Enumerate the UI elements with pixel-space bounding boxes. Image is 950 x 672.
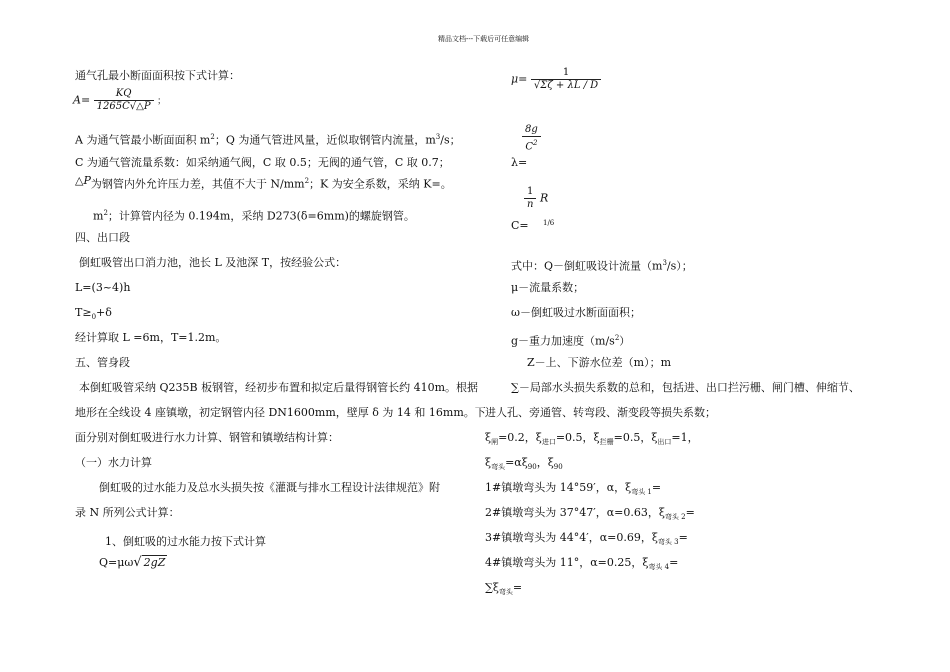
text-line (485, 556, 678, 574)
text-seg: =0.5，ξ (555, 431, 600, 444)
text-sub: 弯头 (498, 588, 513, 597)
text-line: 1、倒虹吸的过水能力按下式计算 (105, 535, 266, 548)
text-seg: 式中：Q－倒虹吸设计流量（m (511, 259, 663, 273)
text-seg: 4#镇墩弯头为 11°，α=0.25，ξ (485, 556, 649, 569)
exponent: 1/6 (543, 219, 555, 227)
text-line (485, 431, 699, 449)
text-line (485, 506, 695, 524)
formula-fraction (524, 186, 536, 211)
text-seg: = (678, 531, 688, 544)
formula-fraction (531, 67, 601, 92)
text-line: λ= (511, 156, 528, 169)
formula-numerator: 8g (522, 124, 541, 137)
text-line (485, 456, 563, 474)
formula-numerator: 1 (531, 67, 601, 80)
text-sub: 90 (553, 463, 563, 472)
text-seg: +δ (96, 306, 112, 319)
formula-q: Q=μω√ 2gZ (99, 555, 166, 570)
text-seg: = (651, 481, 662, 494)
text-sub: 弯头 3 (657, 538, 679, 547)
den-root: △P (136, 101, 151, 112)
text-seg: /s）； (666, 259, 693, 273)
text-seg: ；Q 为通气管进风量，近似取钢管内流量，m (214, 133, 436, 147)
text-line: 地形在全线设 4 座镇墩，初定钢管内径 DN1600mm，壁厚 δ 为 14 和 16mm。下 (75, 406, 486, 419)
text-seg: =1， (671, 431, 699, 444)
text-seg: 3#镇墩弯头为 44°4′，α=0.69，ξ (485, 531, 658, 544)
formula-root: 2gZ (143, 556, 166, 569)
text-sup: 3 (662, 259, 667, 267)
text-sub: 弯头 (491, 463, 506, 472)
text-line: μ－流量系数； (511, 281, 585, 294)
delta-p-symbol: △P (75, 173, 91, 187)
formula-area (73, 88, 166, 113)
formula-denominator: √Σζ + λL / D (533, 80, 599, 91)
formula-denominator: 1265C√△P (96, 101, 151, 112)
text-sub: 出口 (657, 438, 672, 447)
text-seg: =0.5，ξ (613, 431, 658, 444)
formula-tail: ； (157, 96, 167, 107)
text-seg: ξ (485, 456, 492, 469)
text-line (485, 531, 688, 549)
text-line (511, 331, 630, 349)
text-seg: =αξ (505, 456, 528, 469)
den-part: C (525, 141, 533, 153)
text-line: C 为通气管流量系数：如采纳通气阀，C 取 0.5；无阀的通气管，C 取 0.7； (75, 156, 450, 169)
den-part: 1265C (96, 101, 130, 112)
text-sup: 2 (304, 177, 310, 185)
formula-mu (511, 67, 601, 92)
formula-lhs: A= (73, 93, 91, 107)
text-sup: 2 (210, 133, 215, 141)
text-seg: 2#镇墩弯头为 37°47′，α=0.63，ξ (485, 506, 665, 519)
text-seg: T≥ (75, 306, 92, 319)
text-line: 倒虹吸的过水能力及总水头损失按《灌溉与排水工程设计法律规范》附 (99, 481, 440, 494)
text-line (75, 306, 112, 324)
text-seg: ） (619, 334, 631, 348)
text-sub: 0 (91, 313, 97, 322)
text-seg: A 为通气管最小断面面积 m (75, 133, 211, 147)
text-seg: 1#镇墩弯头为 14°59′，α，ξ (485, 481, 632, 494)
text-seg: g－重力加速度（m/s (511, 334, 615, 348)
text-seg: ξ (485, 431, 492, 444)
text-sub: 弯头 4 (648, 563, 670, 572)
text-line: Z－上、下游水位差（m）；m (527, 356, 672, 369)
text-line: 面分别对倒虹吸进行水力计算、钢管和镇墩结构计算： (75, 431, 339, 444)
text-seg: ；计算管内径为 0.194m，采纳 D273(δ=6mm)的螺旋钢管。 (107, 209, 415, 223)
formula-r: R (539, 191, 549, 205)
formula-fraction (94, 88, 154, 113)
text-seg: ∑ξ (485, 581, 499, 594)
page-header: 精品文档---下载后可任意编辑 (438, 35, 530, 43)
formula-numerator: 1 (524, 186, 536, 199)
text-seg: ，ξ (536, 456, 554, 469)
text-seg: ；K 为安全系数，采纳 K=。 (309, 177, 452, 191)
formula-c-frac (524, 186, 548, 211)
text-line: L=(3~4)h (75, 281, 131, 294)
text-seg: /s； (440, 133, 461, 147)
text-line (485, 481, 661, 499)
formula-numerator: KQ (94, 88, 154, 101)
text-sub: 拦栅 (599, 438, 614, 447)
text-line: 经计算取 L =6m，T=1.2m。 (75, 331, 227, 344)
text-seg: = (685, 506, 695, 519)
text-seg: = (669, 556, 679, 569)
den-root: Σζ + λL / D (540, 80, 599, 91)
den-sup: 2 (532, 139, 538, 147)
formula-lhs: μ= (511, 72, 528, 86)
section-heading: （一）水力计算 (75, 456, 152, 469)
text-line (485, 581, 522, 599)
text-seg: m (93, 209, 104, 223)
text-line (75, 130, 461, 148)
text-line: 录 N 所列公式计算： (75, 506, 180, 519)
text-sub: 弯头 2 (664, 513, 686, 522)
section-heading: 五、管身段 (75, 356, 130, 369)
text-line: 通气孔最小断面面积按下式计算： (75, 69, 240, 82)
formula-lambda-frac (522, 124, 541, 153)
text-line: ∑－局部水头损失系数的总和，包括进、出口拦污栅、闸门槽、伸缩节、 (511, 381, 860, 394)
text-seg: = (512, 581, 523, 594)
text-sup: 2 (614, 334, 620, 342)
text-sup: 2 (103, 209, 108, 217)
text-seg: =0.2，ξ (498, 431, 542, 444)
text-line (511, 256, 693, 274)
text-sup: 3 (435, 133, 441, 141)
text-line: 本倒虹吸管采纳 Q235B 板钢管，经初步布置和拟定后量得钢管长约 410m。根据 (79, 381, 479, 394)
text-line: ω－倒虹吸过水断面面积； (511, 306, 641, 319)
formula-denominator (522, 137, 541, 153)
text-line: C= (511, 219, 529, 232)
text-sub: 进口 (541, 438, 556, 447)
formula-lhs: Q=μω (99, 556, 134, 569)
text-line: 倒虹吸管出口消力池，池长 L 及池深 T，按经验公式： (79, 256, 347, 269)
text-seg: 为钢管内外允许压力差，其值不大于 N/mm (90, 177, 305, 191)
text-line: 进人孔、旁通管、转弯段、渐变段等损失系数； (485, 406, 716, 419)
text-sub: 90 (527, 463, 537, 472)
text-line (93, 206, 415, 224)
formula-fraction (522, 124, 541, 153)
text-sub: 弯头 1 (631, 488, 652, 497)
formula-denominator: n (527, 199, 534, 210)
section-heading: 四、出口段 (75, 231, 130, 244)
text-sub: 闸 (491, 438, 499, 447)
text-line (75, 174, 452, 192)
